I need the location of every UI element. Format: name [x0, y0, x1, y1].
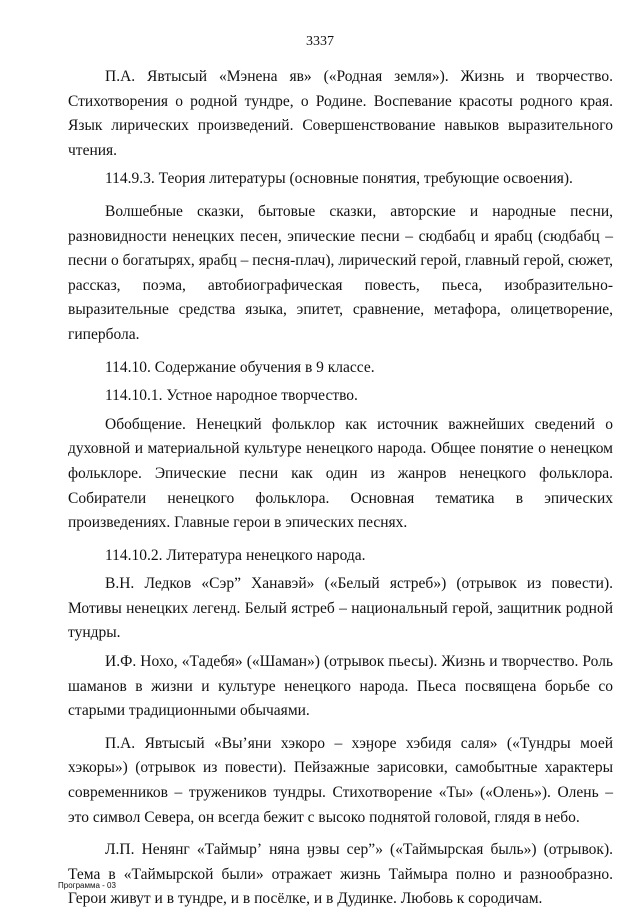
paragraph-ledkov-white-hawk: В.Н. Ледков «Сэр” Ханавэй» («Белый ястреб») (отрывок из повести). Мотивы ненецких легенд. Белый ястреб – национальный герой, защитник родной тундры. — [68, 575, 613, 642]
paragraph-folklore-summary: Обобщение. Ненецкий фольклор как источник важнейших сведений о духовной и материальной культуре ненецкого народа. Общее понятие о ненецком фольклоре. Эпические песни как один из жанров ненецкого фольклора. Собиратели ненецкого фольклора. Основная тематика в эпических произведениях. Главные герои в эпических песнях. — [68, 415, 613, 532]
paragraph-yavtysyi-tundra-stories: П.А. Явтысый «Выʼяни хэкоро – хэӈоре хэбидя саля» («Тундры моей хэкоры») (отрывок из повести). Пейзажные зарисовки, самобытные характеры современников – тружеников тундры. Стихотворение «Ты» («Олень»). Олень – это символ Севера, он всегда бежит с высоко поднятой головой, глядя в небо. — [68, 734, 613, 826]
paragraph-yavtysyi-native-land: П.А. Явтысый «Мэнена яв» («Родная земля»). Жизнь и творчество. Стихотворения о родной тундре, о Родине. Воспевание красоты родного края. Язык лирических произведений. Совершенствование навыков выразительного чтения. — [68, 68, 613, 159]
document-body — [68, 65, 613, 916]
section-heading-oral-folk-art: 114.10.1. Устное народное творчество. — [105, 387, 358, 405]
paragraph-nokho-shaman: И.Ф. Нохо, «Тадебя» («Шаман») (отрывок пьесы). Жизнь и творчество. Роль шаманов в жизни и культуре ненецкого народа. Пьеса посвящена борьбе со старыми традиционными обычаями. — [68, 653, 613, 720]
page-number: 3337 — [306, 34, 334, 49]
paragraph-nenyang-taimyr-story: Л.П. Ненянг «Таймырʼ няна ӈэвы сер”» («Таймырская быль») (отрывок). Тема в «Таймырской были» отражает жизнь Таймыра полно и разнообразно. Герои живут и в тундре, и в посёлке, и в Дудинке. Любовь к сородичам. — [68, 841, 613, 908]
section-heading-grade-9: 114.10. Содержание обучения в 9 классе. — [105, 358, 375, 376]
paragraph-literary-concepts: Волшебные сказки, бытовые сказки, авторские и народные песни, разновидности ненецких песен, эпические песни – сюдбабц и ярабц (сюдбабц – песни о богатырях, ярабц – песня-плач), лирический герой, главный герой, сюжет, рассказ, поэма, автобиографическая повесть, пьеса, изобразительно-выразительные средства языка, эпитет, сравнение, метафора, олицетворение, гипербола. — [68, 202, 613, 343]
footer-label: Программа - 03 — [58, 881, 116, 890]
section-heading-nenets-literature: 114.10.2. Литература ненецкого народа. — [105, 546, 366, 564]
section-heading-literary-theory: 114.9.3. Теория литературы (основные понятия, требующие освоения). — [105, 170, 573, 188]
